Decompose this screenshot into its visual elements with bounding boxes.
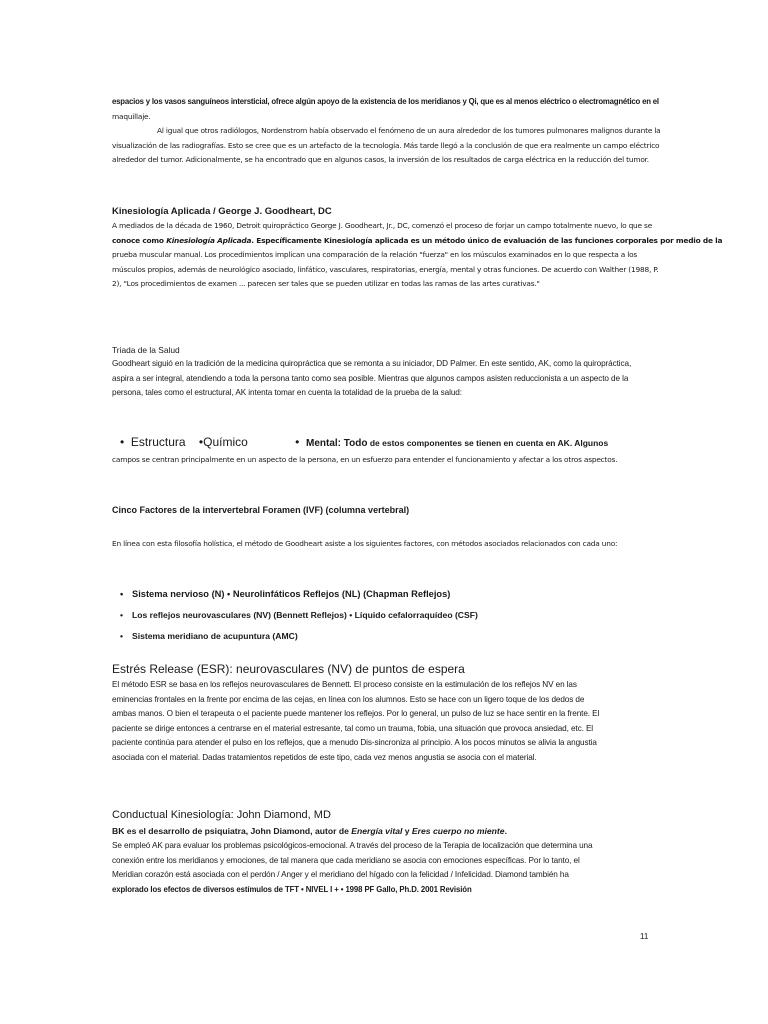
body-line: prueba muscular manual. Los procedimientos implican una comparación de la relación "fuerza" en los músculos examinados en lo que respecta a los xyxy=(112,250,638,260)
text-run: BK es el desarrollo de psiquiatra, John Diamond, autor de xyxy=(112,826,352,836)
cinco-list xyxy=(120,584,720,647)
body-line: eminencias frontales en la frente por encima de las cejas, en línea con los alumnos. Esto se hace con un ligero toque de los dedos de xyxy=(112,694,585,704)
text-run-italic: Energía vital xyxy=(351,826,403,836)
intro-line: alrededor del tumor. Adicionalmente, se ha encontrado que en algunos casos, la inversión de los resultados de carga eléctrica en la reducción del tumor. xyxy=(112,155,649,165)
intro-line: maquillaje. xyxy=(112,111,151,121)
body-line: El método ESR se basa en los reflejos neurovasculares de Bennett. El proceso consiste en la estimulación de los reflejos NV en las xyxy=(112,680,577,689)
section-heading: Cinco Factores de la intervertebral Foramen (IVF) (columna vertebral) xyxy=(112,505,410,515)
intro-line: visualización de las radiografías. Esto se cree que es un artefacto de la tecnología. Más tarde llegó a la conclusión de que era realmente un campo eléctrico xyxy=(112,140,660,150)
section-heading: Conductual Kinesiología: John Diamond, MD xyxy=(112,809,331,821)
bullet-item: •Químico xyxy=(198,435,248,449)
page-number: 11 xyxy=(640,932,649,941)
triada-bullets xyxy=(120,432,720,454)
section-conductual xyxy=(112,807,712,897)
section-estres-release xyxy=(112,661,712,766)
bullet-item: • Mental: Todo de estos componentes se tienen en cuenta en AK. Algunos xyxy=(295,435,609,449)
section-kinesiologia-aplicada xyxy=(112,205,723,292)
body-line: A mediados de la década de 1960, Detroit quiropráctico George J. Goodheart, Jr., DC, comenzó el proceso de forjar un campo totalmente nuevo, lo que se xyxy=(112,221,653,230)
body-line: Meridian corazón está asociada con el perdón / Anger y el meridiano del hígado con la felicidad / Infelicidad. Diamond también ha xyxy=(112,870,569,880)
body-line: Goodheart siguió en la tradición de la medicina quiropráctica que se remonta a su iniciador, DD Palmer. En este sentido, AK, como la quiropráctica, xyxy=(112,359,632,368)
body-line: En línea con esta filosofía holística, el método de Goodheart asiste a los siguientes factores, con métodos asociados relacionados con cada uno: xyxy=(112,539,618,548)
body-line: asociada con el material. Dadas tratamientos repetidos de este tipo, cada vez menos angustia se asocia con el material. xyxy=(112,752,537,762)
text-run: . xyxy=(504,826,507,836)
intro-paragraph xyxy=(112,95,712,168)
body-line: ambas manos. O bien el terapeuta o el paciente puede mantener los reflejos. Por lo general, un pulso de luz se hace sentir en la frente. El xyxy=(112,709,600,719)
body-line: 2), "Los procedimientos de examen ... parecen ser tales que se pueden utilizar en todas las ramas de las artes curativas." xyxy=(112,279,540,289)
body-line: explorado los efectos de diversos estímulos de TFT • NIVEL I + • 1998 PF Gallo, Ph.D. 2001 Revisión xyxy=(112,884,472,894)
section-heading: Estrés Release (ESR): neurovasculares (NV) de puntos de espera xyxy=(112,662,465,676)
body-line: Se empleó AK para evaluar los problemas psicológicos-emocional. A través del proceso de la Terapia de localización que determina una xyxy=(112,841,593,850)
bullet-label: Mental: Todo xyxy=(306,438,368,449)
bullet-label: Químico xyxy=(203,435,248,449)
text-run: conoce como xyxy=(112,235,167,245)
body-line: paciente continúa para atender el pulso en los reflejos, que a menudo Dis-sincroniza al principio. A los pocos minutos se alivia la angustia xyxy=(112,738,597,748)
section-heading: Kinesiología Aplicada / George J. Goodheart, DC xyxy=(112,206,332,217)
text-run: y xyxy=(402,826,412,836)
text-run-italic: Eres cuerpo no miente xyxy=(411,826,505,836)
body-line: paciente se dirige entonces a centrarse en el material estresante, tal como un trauma, fobia, una situación que provoca ansiedad, etc. El xyxy=(112,723,594,733)
bullet-label: Estructura xyxy=(130,435,186,449)
body-line: conexión entre los meridianos y emociones, de tal manera que cada meridiano se asocia con emociones específicas. Por lo tanto, el xyxy=(112,855,580,865)
body-line: campos se centran principalmente en un aspecto de la persona, en un esfuerzo para entender el funcionamiento y afectar a los otros aspectos. xyxy=(112,455,618,464)
list-item: • Sistema meridiano de acupuntura (AMC) xyxy=(120,626,720,647)
section-triada xyxy=(112,343,712,401)
text-run-italic: Kinesiología Aplicada xyxy=(166,235,252,245)
section-cinco-factores xyxy=(112,503,712,517)
intro-line: espacios y los vasos sanguíneos intersticial, ofrece algún apoyo de la existencia de los meridianos y Qi, que es al menos eléctrico o electromagnético en el xyxy=(112,97,659,106)
bullet-rest: de estos componentes se tienen en cuenta en AK. Algunos xyxy=(367,438,609,448)
body-line: músculos propios, además de neurológico asociado, linfático, vasculares, respiratorias, energía, mental y otras funciones. De acuerdo con Walther (1988, P. xyxy=(112,264,659,274)
intro-line: Al igual que otros radiólogos, Nordenstrom había observado el fenómeno de un aura alrededor de los tumores pulmonares malignos durante la xyxy=(157,126,661,136)
list-item: • Los reflejos neurovasculares (NV) (Bennett Reflejos) • Líquido cefalorraquídeo (CSF) xyxy=(120,605,720,626)
subheading xyxy=(112,824,712,839)
bullet-item: • Estructura xyxy=(120,435,186,449)
section-heading: Triada de la Salud xyxy=(112,345,180,355)
body-line xyxy=(112,234,723,249)
body-line: persona, tales como el estructural, AK intenta tomar en cuenta la totalidad de la prueba de la salud: xyxy=(112,388,462,398)
text-run: . Específicamente Kinesiología aplicada es un método único de evaluación de las funciones corporales por medio de la xyxy=(251,235,723,245)
body-line: aspira a ser integral, atendiendo a toda la persona tanto como sea posible. Mientras que algunos campos asisten reduccionista a un aspecto de la xyxy=(112,373,629,383)
list-item: • Sistema nervioso (N) • Neurolinfáticos Reflejos (NL) (Chapman Reflejos) xyxy=(120,584,720,605)
